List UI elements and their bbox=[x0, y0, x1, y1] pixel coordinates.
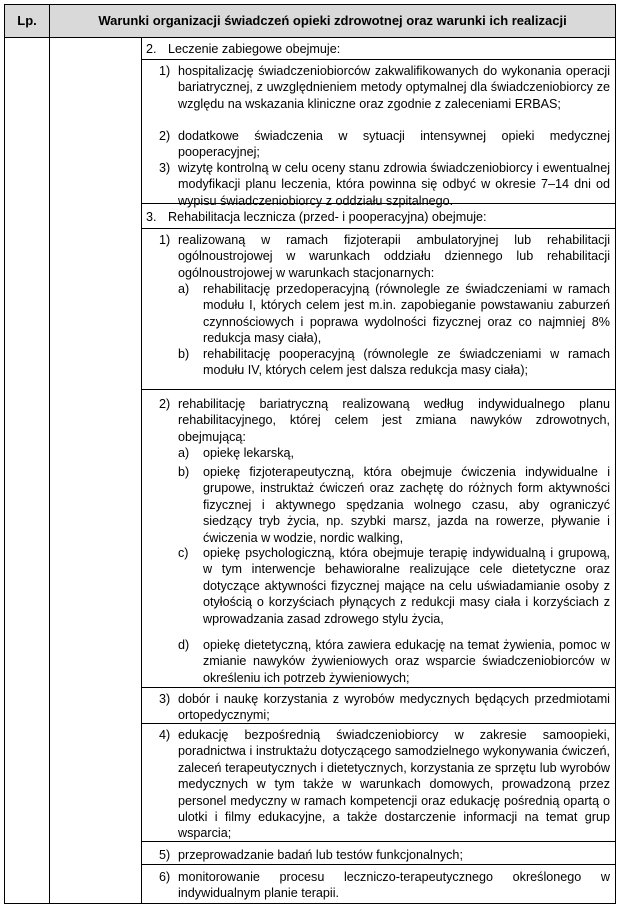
s2-item-2-number: 2) bbox=[159, 129, 171, 143]
s3-item-2-b-text: opiekę fizjoterapeutyczną, która obejmuje ćwiczenia indywidualne i grupowe, instruktaż ćwiczeń oraz zachętę do różnych form aktywności fizycznej i aktywnego spędzania wolnego czasu, aby ograniczyć siedzący tryb życia, np. szybki marsz, jazda na rowerze, pływanie i ćwiczenia w wodzie, nordic walking, bbox=[203, 465, 610, 545]
s3-item-5-number: 5) bbox=[159, 848, 171, 862]
s3-item-2-a-letter: a) bbox=[178, 446, 190, 460]
section-3-number: 3. bbox=[146, 210, 157, 224]
section-3-title: Rehabilitacja lecznicza (przed- i pooperacyjna) obejmuje: bbox=[168, 210, 487, 224]
s3-item-4-number: 4) bbox=[159, 728, 171, 742]
s3-item-2-c-letter: c) bbox=[178, 546, 189, 560]
s2-item-3-number: 3) bbox=[159, 161, 171, 175]
s3-item-5-text: przeprowadzanie badań lub testów funkcjonalnych; bbox=[178, 848, 463, 862]
s3-item-1-number: 1) bbox=[159, 233, 171, 247]
row-divider bbox=[142, 864, 615, 865]
section-2-number: 2. bbox=[146, 42, 157, 56]
s3-item-2-b-letter: b) bbox=[178, 465, 190, 479]
s3-item-6-text: monitorowanie procesu leczniczo-terapeutycznego określonego w indywidualnym planie terapii. bbox=[178, 870, 610, 901]
table-header bbox=[5, 5, 615, 38]
s3-item-6-number: 6) bbox=[159, 870, 171, 884]
s3-item-2-d-letter: d) bbox=[178, 638, 190, 652]
conditions-table bbox=[4, 4, 616, 904]
s3-item-3-text: dobór i naukę korzystania z wyrobów medycznych będących przedmiotami ortopedycznymi; bbox=[178, 692, 610, 723]
column-header-title: Warunki organizacji świadczeń opieki zdrowotnej oraz warunki ich realizacji bbox=[98, 13, 567, 28]
row-divider bbox=[142, 687, 615, 688]
s3-item-2-text: rehabilitację bariatryczną realizowaną według indywidualnego planu rehabilitacyjnego, której celem jest zmiana nawyków zdrowotnych, obejmującą: bbox=[178, 397, 610, 444]
s3-item-1-b-letter: b) bbox=[178, 347, 190, 361]
s3-item-1-a-text: rehabilitację przedoperacyjną (równolegle ze świadczeniami w ramach modułu I, których celem jest m.in. zapobieganie powstawaniu zaburzeń czynnościowych i poprawa wydolności fizycznej oraz co najmniej 8% redukcja masy ciała), bbox=[203, 282, 610, 346]
column-divider-lp bbox=[49, 38, 50, 903]
column-divider-indent bbox=[141, 38, 142, 903]
s2-item-1-number: 1) bbox=[159, 64, 171, 78]
row-divider bbox=[142, 59, 615, 60]
s2-item-1-text: hospitalizację świadczeniobiorców zakwalifikowanych do wykonania operacji bariatrycznej, z uwzględnieniem metody optymalnej dla świadczeniobiorcy ze względu na wskazania kliniczne oraz zgodnie z zaleceniami ERBAS; bbox=[178, 64, 610, 111]
column-header-lp: Lp. bbox=[5, 5, 50, 37]
s3-item-1-b-text: rehabilitację pooperacyjną (równolegle ze świadczeniami w ramach modułu IV, których celem jest dalsza redukcja masy ciała); bbox=[203, 347, 610, 378]
row-divider bbox=[142, 389, 615, 390]
s3-item-2-d-text: opiekę dietetyczną, która zawiera edukację na temat żywienia, pomoc w zmianie nawyków żywieniowych oraz wsparcie świadczeniobiorców w określeniu ich potrzeb żywieniowych; bbox=[203, 638, 610, 685]
s3-item-1-a-letter: a) bbox=[178, 282, 190, 296]
section-2-title: Leczenie zabiegowe obejmuje: bbox=[168, 42, 341, 56]
s3-item-2-c-text: opiekę psychologiczną, która obejmuje terapię indywidualną i grupową, w tym interwencje behawioralne realizujące cele dietetyczne oraz dotyczące aktywności fizycznej mające na celu uświadamianie osoby z otyłością o korzyściach płynących z redukcji masy ciała i korzyściach z wprowadzania zasad zdrowego stylu życia, bbox=[203, 546, 610, 626]
s3-item-2-a-text: opiekę lekarską, bbox=[203, 446, 295, 460]
s3-item-1-text: realizowaną w ramach fizjoterapii ambulatoryjnej lub rehabilitacji ogólnoustrojowej w warunkach oddziału dziennego lub rehabilitacji ogólnoustrojowej w warunkach stacjonarnych: bbox=[178, 233, 610, 280]
s3-item-2-number: 2) bbox=[159, 397, 171, 411]
s2-item-2-text: dodatkowe świadczenia w sytuacji intensywnej opieki medycznej pooperacyjnej; bbox=[178, 129, 610, 160]
s3-item-3-number: 3) bbox=[159, 692, 171, 706]
s3-item-4-text: edukację bezpośrednią świadczeniobiorcy w zakresie samoopieki, poradnictwa i instruktażu dotyczącego samodzielnego wykonywania ćwiczeń, zaleceń terapeutycznych i dietetycznych, korzystania ze sprzętu lub wyrobów medycznych w tym także w warunkach domowych, prowadzoną przez personel medyczny w ramach kompetencji oraz edukację pośrednią opartą o ulotki i filmy edukacyjne, a także dostarczenie informacji na temat grup wsparcia; bbox=[178, 728, 610, 841]
s2-item-3-text: wizytę kontrolną w celu oceny stanu zdrowia świadczeniobiorcy i ewentualnej modyfikacji planu leczenia, która powinna się odbyć w okresie 7–14 dni od wypisu świadczeniobiorcy z oddziału szpitalnego. bbox=[178, 161, 610, 208]
row-divider bbox=[142, 228, 615, 229]
